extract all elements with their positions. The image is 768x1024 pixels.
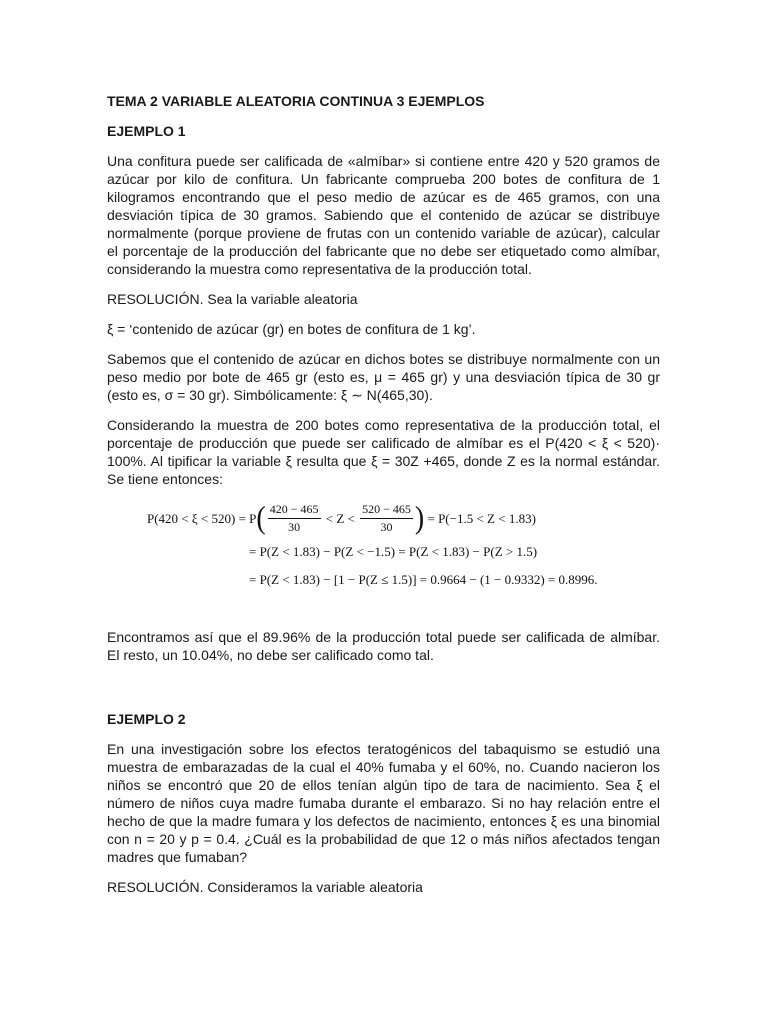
formula-line-1-lhs: P(420 < ξ < 520) = P: [147, 510, 257, 526]
example-1-variable-definition: ξ = ‘contenido de azúcar (gr) en botes de confitura de 1 kg’.: [107, 321, 476, 337]
example-1-distribution-text: Sabemos que el contenido de azúcar en dichos botes se distribuye normalmente con un peso medio por bote de 465 gr (esto es, μ = 465 gr) y una desviación típica de 30 gr (esto es, σ = 30 gr). Simbólicamente: ξ ∼ N(465,30).: [107, 351, 660, 403]
close-paren: ): [414, 500, 425, 536]
formula-middle-inequality: < Z <: [322, 510, 359, 526]
fraction-upper: [360, 502, 413, 535]
example-2-statement: En una investigación sobre los efectos teratogénicos del tabaquismo se estudió una muestra de embarazadas de la cual el 40% fumaba y el 60%, no. Cuando nacieron los niños se encontró que 20 de ellos tenían algún tipo de tara de nacimiento. Sea ξ el número de niños cuya madre fumaba durante el embarazo. Si no hay relación entre el hecho de que la madre fumara y los defectos de nacimiento, entonces ξ es una binomial con n = 20 y p = 0.4. ¿Cuál es la probabilidad de que 12 o más niños afectados tengan madres que fumaban?: [107, 741, 660, 865]
fraction-upper-denominator: 30: [380, 520, 393, 534]
example-1-standardization-text: Considerando la muestra de 200 botes como representativa de la producción total, el porcentaje de producción que puede ser calificado de almíbar es el P(420 < ξ < 520)· 100%. Al tipificar la variable ξ resulta que ξ = 30Z +465, donde Z es la normal estándar. Se tiene entonces:: [107, 417, 660, 487]
formula-line-2: = P(Z < 1.83) − P(Z < −1.5) = P(Z < 1.83) − P(Z > 1.5): [249, 544, 538, 559]
fraction-lower: [268, 502, 321, 535]
example-1-statement: Una confitura puede ser calificada de «almíbar» si contiene entre 420 y 520 gramos de azúcar por kilo de confitura. Un fabricante comprueba 200 botes de confitura de 1 kilogramos encontrando que el peso medio de azúcar es de 465 gramos, con una desviación típica de 30 gramos. Sabiendo que el contenido de azúcar se distribuye normalmente (porque proviene de frutas con un contenido variable de azúcar), calcular el porcentaje de la producción del fabricante que no debe ser etiquetado como almíbar, considerando la muestra como representativa de la producción total.: [107, 153, 660, 277]
formula-line-1: [147, 502, 536, 535]
example-1-resolution-intro: RESOLUCIÓN. Sea la variable aleatoria: [107, 291, 358, 307]
example-2-resolution-intro: RESOLUCIÓN. Consideramos la variable aleatoria: [107, 879, 423, 895]
fraction-upper-numerator: 520 − 465: [360, 502, 413, 519]
fraction-lower-denominator: 30: [288, 520, 301, 534]
example-1-conclusion: Encontramos así que el 89.96% de la producción total puede ser calificada de almíbar. El resto, un 10.04%, no debe ser calificado como tal.: [107, 629, 660, 663]
probability-derivation: [107, 502, 660, 602]
document-page: [107, 92, 660, 908]
document-title: TEMA 2 VARIABLE ALEATORIA CONTINUA 3 EJEMPLOS: [107, 93, 485, 109]
formula-line-3: = P(Z < 1.83) − [1 − P(Z ≤ 1.5)] = 0.9664 − (1 − 0.9332) = 0.8996.: [249, 572, 598, 587]
fraction-lower-numerator: 420 − 465: [268, 502, 321, 519]
open-paren: (: [256, 500, 266, 536]
formula-line-1-rhs: = P(−1.5 < Z < 1.83): [424, 510, 536, 526]
example-1-heading: EJEMPLO 1: [107, 123, 186, 139]
example-2-heading: EJEMPLO 2: [107, 711, 186, 727]
